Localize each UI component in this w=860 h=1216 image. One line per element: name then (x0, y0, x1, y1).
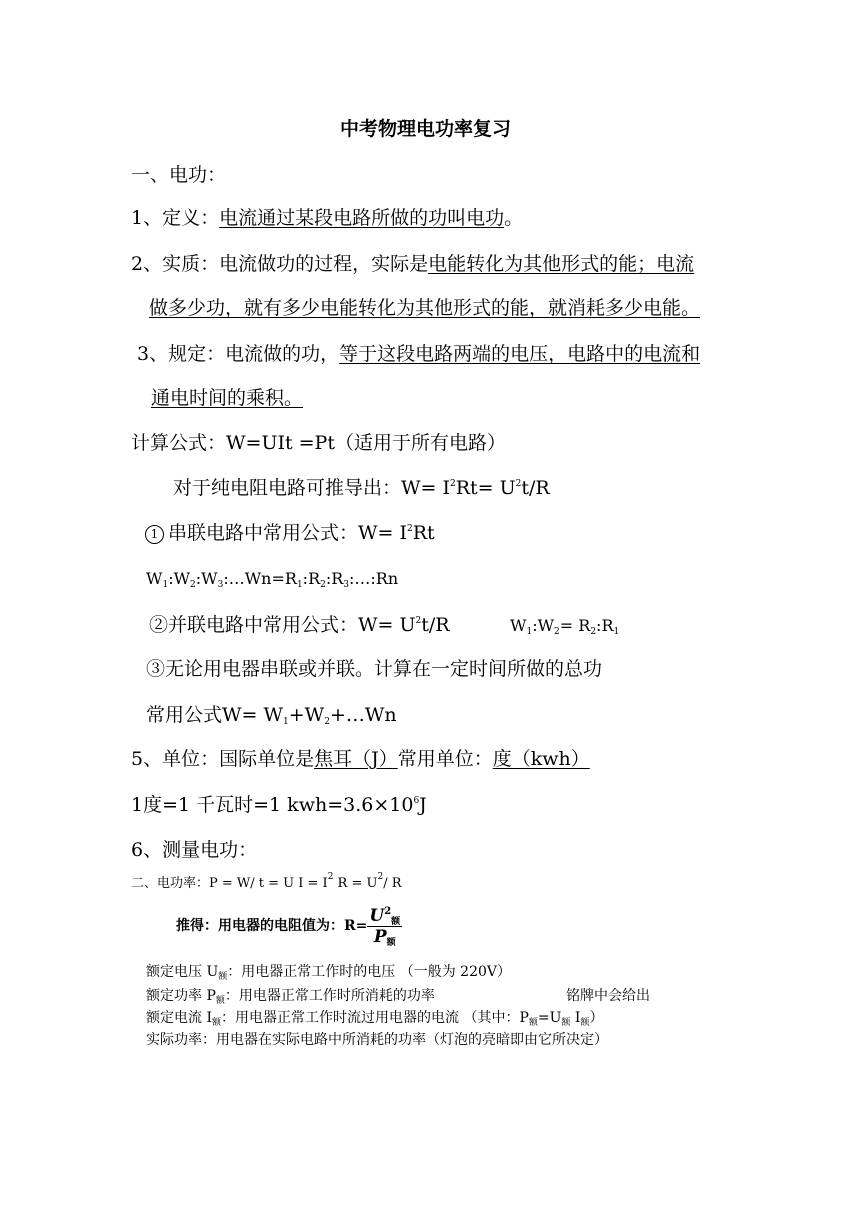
definition-line (131, 206, 523, 230)
ratio-part: = R (559, 616, 591, 635)
rule-underlined-1: 等于这段电路两端的电压，电路中的电流和 (339, 343, 701, 365)
sup: 6 (413, 796, 420, 806)
sub: 2 (324, 717, 330, 727)
section-heading-power (131, 874, 402, 893)
section2-text: 二、电功率：P = W/ t = U I = I (131, 876, 328, 891)
total-formula (146, 703, 397, 727)
definition-underlined: 电流通过某段电路所做的功叫电功 (219, 207, 505, 229)
sub: 额 (386, 937, 396, 948)
sup: 2 (450, 479, 456, 489)
rated-power-a: 额定功率 P (146, 988, 216, 1004)
sub: 额 (218, 972, 228, 982)
pure-resistance-text: 对于纯电阻电路可推导出：W= I (173, 477, 450, 499)
rated-voltage (146, 963, 511, 982)
ratio-part: :R (325, 569, 344, 588)
unit-si: 焦耳（J） (314, 748, 398, 770)
conversion-end: J (419, 794, 427, 816)
essence-prefix: 2、实质：电流做功的过程，实际是 (131, 253, 429, 275)
rule-underlined-2: 通电时间的乘积。 (151, 387, 304, 409)
rated-current (146, 1009, 603, 1028)
sup: 2 (327, 872, 334, 882)
definition-prefix: 1、定义： (131, 207, 220, 229)
rule-prefix: 3、规定：电流做的功， (137, 343, 340, 365)
ratio-part: W (510, 616, 527, 635)
ratio-part: :…Wn=R (223, 569, 297, 588)
ratio-part: :R (596, 616, 614, 635)
total-text: 常用公式W= W (146, 704, 284, 726)
unit-prefix: 5、单位：国际单位是 (131, 748, 315, 770)
frac-den: P (373, 926, 387, 947)
total-end: +…Wn (329, 704, 397, 726)
sub: 1 (162, 580, 169, 590)
rated-current-b: ：用电器正常工作时流过用电器的电流 （其中：P (221, 1010, 529, 1026)
unit-common: 度（kwh） (492, 748, 590, 770)
sub: 1 (526, 627, 533, 637)
sub: 额 (211, 1018, 221, 1028)
nameplate-note: 铭牌中会给出 (566, 988, 650, 1004)
rated-current-a: 额定电流 I (146, 1010, 212, 1026)
page-title: 中考物理电功率复习 (340, 118, 512, 140)
actual-power: 实际功率：用电器在实际电路中所消耗的功率（灯泡的亮暗即由它所决定） (146, 1032, 608, 1048)
sup: 2 (407, 524, 413, 534)
calc-formula: 计算公式：W=UIt =Pt（适用于所有电路） (131, 432, 506, 454)
series-ratio (146, 569, 398, 589)
ratio-part: :…:Rn (349, 569, 399, 588)
parallel-formula (149, 613, 450, 637)
derive-line (176, 900, 402, 952)
frac-num: U (369, 905, 385, 926)
sub: 1 (296, 580, 303, 590)
essence-underlined-2: 做多少功，就有多少电能转化为其他形式的能，就消耗多少电能。 (149, 297, 701, 319)
rated-current-c: =U (537, 1010, 562, 1026)
sup: 2 (384, 905, 392, 917)
rule-line-1 (137, 342, 700, 366)
circled-number-icon: 1 (145, 525, 164, 544)
sub: 额 (391, 916, 401, 927)
sup: 2 (377, 872, 384, 882)
rule-line-2 (151, 386, 303, 410)
parallel-end: t/R (421, 614, 450, 636)
rated-power-b: ：用电器正常工作时所消耗的功率 (224, 988, 435, 1004)
ratio-part: :W (532, 616, 555, 635)
pure-resistance-mid: Rt= U (455, 477, 516, 499)
section2-mid: R = U (333, 876, 378, 891)
definition-suffix: 。 (504, 207, 524, 229)
sub: 2 (190, 580, 196, 590)
ratio-part: :W (168, 569, 191, 588)
series-end: Rt (412, 522, 435, 544)
sub: 1 (613, 627, 620, 637)
sup: 2 (515, 479, 522, 489)
unit-line (131, 747, 590, 771)
ratio-part: :W (195, 569, 218, 588)
sub: 额 (215, 996, 225, 1006)
section-heading-electric-work: 一、电功： (131, 164, 227, 186)
rated-power (146, 987, 435, 1006)
sub: 2 (590, 627, 597, 637)
measure-line: 6、测量电功： (131, 839, 258, 861)
sub: 额 (580, 1018, 590, 1028)
rated-current-e: ） (589, 1010, 604, 1026)
either-line: ③无论用电器串联或并联。计算在一定时间所做的总功 (146, 658, 603, 680)
essence-line-2 (149, 296, 700, 320)
total-mid: +W (288, 704, 325, 726)
sub: 2 (554, 627, 560, 637)
unit-mid: 常用单位： (397, 748, 493, 770)
pure-resistance-formula (173, 476, 550, 500)
conversion-text: 1度=1 千瓦时=1 kwh=3.6×10 (131, 794, 414, 816)
essence-line-1 (131, 252, 694, 276)
pure-resistance-end: t/R (521, 477, 550, 499)
essence-underlined-1: 电能转化为其他形式的能；电流 (428, 253, 695, 275)
sub: 3 (217, 580, 224, 590)
derive-label: 推得：用电器的电阻值为：R= (176, 918, 368, 934)
parallel-text: ②并联电路中常用公式：W= U (149, 614, 416, 636)
sub: 额 (528, 1018, 538, 1028)
rated-current-d: I (570, 1010, 581, 1026)
sub: 1 (283, 717, 289, 727)
ratio-part: W (146, 569, 163, 588)
resistance-fraction (367, 906, 402, 947)
sub: 2 (320, 580, 326, 590)
sub: 额 (561, 1018, 571, 1028)
series-formula (145, 521, 435, 545)
ratio-part: :R (302, 569, 321, 588)
conversion-line (131, 793, 427, 817)
rated-voltage-b: ：用电器正常工作时的电压 （一般为 220V） (227, 964, 511, 980)
sup: 2 (415, 616, 422, 626)
series-text: 串联电路中常用公式：W= I (168, 522, 407, 544)
section2-end: / R (383, 876, 402, 891)
rated-voltage-a: 额定电压 U (146, 964, 219, 980)
parallel-ratio (510, 616, 619, 636)
sub: 3 (343, 580, 350, 590)
